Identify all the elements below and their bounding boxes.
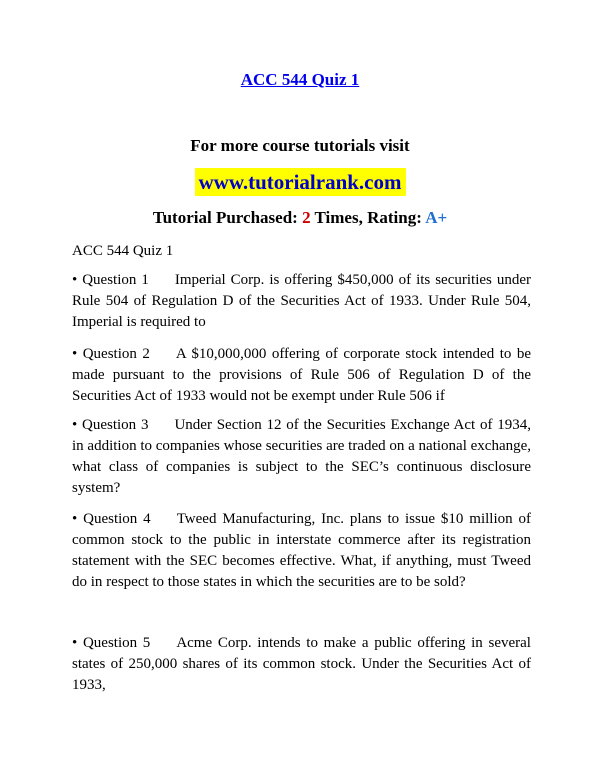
question-4	[72, 509, 531, 593]
title-link[interactable]: ACC 544 Quiz 1	[240, 70, 360, 89]
question-text: Tweed Manufacturing, Inc. plans to issue $10 million of common stock to the public in interstate commerce after its registration statement with the SEC becomes effective. What, if anything, must Tweed do in respect to those states in which the securities are to be sold?	[72, 511, 531, 590]
question-text: Acme Corp. intends to make a public offering in several states of 250,000 shares of its common stock. Under the Securities Act of 1933,	[72, 635, 531, 693]
question-1	[72, 270, 531, 333]
question-5	[72, 633, 531, 696]
purchased-mid: Times, Rating:	[310, 208, 426, 227]
site-link[interactable]: www.tutorialrank.com	[195, 168, 406, 196]
page-title	[0, 70, 600, 90]
question-text: A $10,000,000 offering of corporate stock intended to be made pursuant to the provisions of Rule 506 of Regulation D of the Securities Act of 1933 would not be exempt under Rule 506 if	[72, 346, 531, 404]
question-number: • Question 3	[72, 417, 149, 433]
question-number: • Question 2	[72, 346, 150, 362]
purchased-count: 2	[302, 208, 311, 227]
site-banner	[0, 168, 600, 196]
question-text: Imperial Corp. is offering $450,000 of its securities under Rule 504 of Regulation D of the Securities Act of 1933. Under Rule 504, Imperial is required to	[72, 272, 531, 330]
question-number: • Question 1	[72, 272, 149, 288]
purchase-info	[0, 208, 600, 228]
question-2	[72, 344, 531, 407]
question-number: • Question 4	[72, 511, 151, 527]
question-number: • Question 5	[72, 635, 151, 651]
purchased-prefix: Tutorial Purchased:	[152, 208, 303, 227]
rating-value: A+	[425, 208, 448, 227]
question-text: Under Section 12 of the Securities Exchange Act of 1934, in addition to companies whose securities are traded on a national exchange, what class of companies is subject to the SEC’s continuous disclosure system?	[72, 417, 532, 496]
quiz-label: ACC 544 Quiz 1	[72, 243, 174, 259]
visit-text: For more course tutorials visit	[190, 136, 410, 155]
question-3	[72, 415, 531, 499]
